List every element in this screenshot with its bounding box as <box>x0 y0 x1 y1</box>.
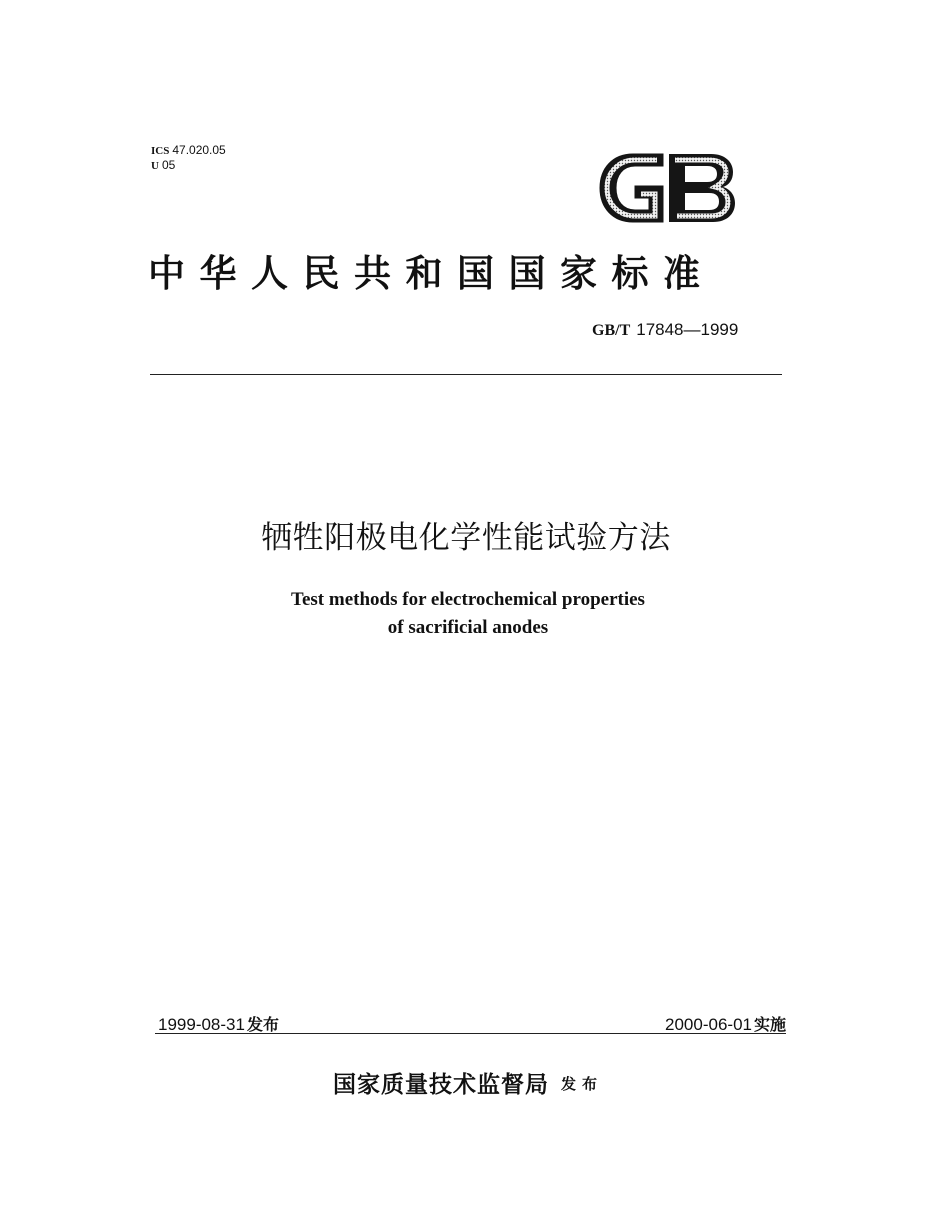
issue-date <box>158 1012 279 1035</box>
ics-code-row <box>151 143 226 158</box>
implementation-date-value: 2000-06-01 <box>665 1015 752 1034</box>
issuing-authority <box>150 1066 786 1099</box>
gb-standard-logo-icon <box>597 150 737 225</box>
standard-prefix: GB/T <box>592 322 631 339</box>
footer-divider <box>155 1033 786 1034</box>
national-standard-heading: 中华人民共和国国家标准 <box>148 251 715 295</box>
issue-date-value: 1999-08-31 <box>158 1015 245 1034</box>
u-label: U <box>151 160 159 172</box>
title-english-line-1: Test methods for electrochemical properties <box>291 589 645 610</box>
issue-date-label: 发布 <box>246 1015 279 1034</box>
issuer-action: 发布 <box>560 1075 603 1093</box>
ics-label: ICS <box>151 145 170 157</box>
implementation-date-label: 实施 <box>753 1015 786 1034</box>
standard-number <box>592 320 738 340</box>
u-code-row <box>151 158 226 173</box>
title-english-line-2: of sacrificial anodes <box>387 617 549 638</box>
issuer-organization: 国家质量技术监督局 <box>332 1071 549 1098</box>
standard-code: 17848—1999 <box>636 320 739 339</box>
ics-value: 47.020.05 <box>172 143 226 157</box>
classification-codes <box>151 143 226 173</box>
implementation-date <box>640 1012 786 1035</box>
title-chinese: 牺牲阳极电化学性能试验方法 <box>261 520 671 556</box>
header-divider <box>150 374 782 375</box>
u-value: 05 <box>161 158 176 172</box>
gb-logo-graphic <box>597 150 737 225</box>
title-english <box>150 586 786 642</box>
